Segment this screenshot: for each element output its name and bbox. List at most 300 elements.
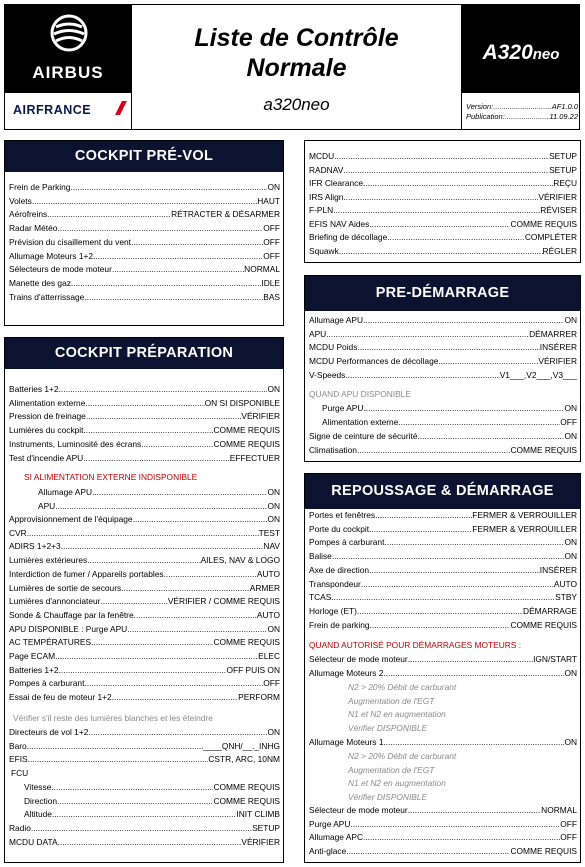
checklist-item: [9, 439, 280, 450]
aircraft-model-logo: [462, 5, 580, 93]
checklist-item: [9, 678, 280, 689]
dot-leader: [357, 606, 523, 617]
item-label: Alimentation externe: [9, 397, 86, 408]
dot-leader: [361, 579, 554, 590]
checklist-item: [9, 569, 280, 580]
dot-leader: [417, 431, 564, 442]
model-wordmark: A320neo: [482, 41, 560, 64]
item-label: Batteries 1+2: [9, 664, 59, 675]
item-label: Altitude: [24, 809, 52, 820]
item-label: Essai de feu de moteur 1+2: [9, 692, 112, 703]
item-value: COMPLÉTER: [524, 232, 577, 242]
section-title: REPOUSSAGE & DÉMARRAGE: [305, 474, 580, 509]
dot-leader: [27, 741, 203, 752]
item-label: Prévision du cisaillement du vent: [9, 236, 131, 247]
fcu-label: FCU: [11, 768, 29, 778]
item-label: Batteries 1+2: [9, 384, 59, 394]
checklist-item: [9, 209, 280, 220]
checklist-item: [9, 624, 280, 635]
dot-leader: [28, 754, 209, 765]
dot-leader: [52, 809, 236, 820]
item-value: ON: [564, 551, 577, 562]
item-value: INSÉRER: [539, 564, 577, 575]
item-label: Interdiction de fumer / Appareils portables: [9, 568, 164, 579]
checklist-item: [24, 796, 280, 807]
dot-leader: [134, 610, 257, 621]
checklist-item: [309, 832, 577, 843]
dot-leader: [70, 182, 267, 193]
dot-leader: [370, 620, 511, 631]
item-value: BAS: [263, 291, 280, 302]
item-label: Sélecteurs de mode moteur: [9, 264, 112, 275]
dot-leader: [141, 439, 213, 450]
section-title: COCKPIT PRÉ-VOL: [5, 141, 283, 172]
item-value: RÉTRACTER & DÉSARMER: [171, 209, 280, 220]
item-label: Volets: [9, 195, 32, 206]
checklist-item: [309, 165, 577, 176]
item-label: Aérofreins: [9, 209, 48, 220]
item-value: COMME REQUIS: [213, 795, 280, 806]
item-label: Lumières du cockpit: [9, 425, 84, 436]
checklist-item: [9, 837, 280, 848]
checklist-header: [4, 4, 580, 130]
dot-leader: [383, 737, 564, 748]
checklist-item: [9, 665, 280, 676]
airfrance-stripe-icon: [115, 101, 127, 115]
item-label: Balise: [309, 551, 332, 562]
dot-leader: [131, 237, 263, 248]
item-value: OFF PUIS ON: [226, 664, 280, 675]
item-label: Anti-glace: [309, 846, 347, 857]
item-value: AUTO: [553, 578, 577, 589]
section-repoussage-demarrage: [304, 473, 581, 863]
dot-leader: [92, 487, 267, 498]
item-label: MCDU: [309, 151, 335, 161]
item-label: Transpondeur: [309, 578, 361, 589]
item-label: Portes et fenêtres: [309, 510, 376, 520]
checklist-item: [9, 292, 280, 303]
item-label: IFR Clearance: [309, 178, 363, 188]
dot-leader: [363, 403, 564, 414]
section-cockpit-preparation: [4, 337, 284, 863]
checklist-item: [309, 192, 577, 203]
checklist-item: [9, 528, 280, 539]
checklist-item: [9, 384, 280, 395]
dot-leader: [408, 805, 541, 816]
dot-leader: [345, 370, 499, 381]
item-label: Lumières extérieures: [9, 555, 88, 566]
checklist-item: [309, 668, 577, 679]
item-label: Climatisation: [309, 444, 357, 455]
item-value: DÉMARRER: [529, 328, 577, 339]
item-value: ON: [267, 514, 280, 524]
checklist-item: [309, 370, 577, 381]
item-label: Porte du cockpit: [309, 523, 370, 534]
item-value: SETUP: [549, 151, 577, 161]
item-label: CVR: [9, 527, 27, 538]
item-label: Pompes à carburant: [9, 678, 85, 689]
checklist-item: [309, 846, 577, 857]
dot-leader: [83, 453, 230, 464]
item-label: MCDU Performances de décollage: [309, 356, 439, 367]
engine-start-note: N1 et N2 en augmentation: [348, 778, 446, 789]
item-value: INIT CLIMB: [236, 809, 280, 820]
item-value: HAUT: [257, 195, 280, 206]
dot-leader: [408, 654, 533, 665]
dot-leader: [363, 315, 564, 326]
dot-leader: [58, 837, 242, 848]
item-label: Sonde & Chauffage par la fenêtre: [9, 609, 134, 620]
item-value: COMME REQUIS: [213, 782, 280, 792]
dot-leader: [326, 329, 529, 340]
item-value: ON: [267, 623, 280, 634]
item-value: OFF: [263, 223, 280, 234]
section-cockpit-pre-vol: [4, 140, 284, 326]
checklist-item: [309, 151, 577, 162]
checklist-item: [309, 606, 577, 617]
item-label: Signe de ceinture de sécurité: [309, 431, 418, 441]
dot-leader: [363, 178, 553, 189]
document-subtitle: a320neo: [263, 95, 330, 114]
item-label: EFIS: [9, 754, 28, 765]
section-title: COCKPIT PRÉPARATION: [5, 338, 283, 369]
item-value: OFF: [560, 416, 577, 427]
item-label: Test d'incendie APU: [9, 452, 84, 463]
checklist-item: [24, 782, 280, 793]
checklist-item: [9, 264, 280, 275]
item-value: STBY: [555, 592, 577, 603]
dot-leader: [127, 624, 267, 635]
item-value: ON: [564, 403, 577, 413]
section-title: PRE-DÉMARRAGE: [305, 276, 580, 311]
checklist-item: [9, 610, 280, 621]
item-label: RADNAV: [309, 164, 344, 175]
section-pre-demarrage: [304, 275, 581, 462]
checklist-item: [9, 425, 280, 436]
dot-leader: [83, 425, 213, 436]
item-value: VÉRIFIER: [241, 836, 280, 847]
engine-start-note: Vérifier DISPONIBLE: [348, 792, 428, 803]
item-value: RÉGLER: [542, 245, 577, 256]
checklist-item: [38, 487, 280, 498]
condition-label: QUAND APU DISPONIBLE: [309, 389, 411, 399]
checklist-item: [309, 524, 577, 535]
item-value: VÉRIFIER: [538, 356, 577, 367]
item-value: IDLE: [261, 277, 280, 288]
checklist-item: [309, 219, 577, 230]
item-value: FERMER & VERROUILLER: [472, 523, 577, 534]
dot-leader: [27, 528, 259, 539]
engine-start-note: N2 > 20% Débit de carburant: [348, 751, 457, 761]
dot-leader: [57, 223, 263, 234]
item-label: Axe de direction: [309, 564, 370, 575]
checklist-item: [9, 555, 280, 566]
checklist-item: [9, 398, 280, 409]
item-label: F-PLN: [309, 205, 334, 215]
item-label: Allumage APC: [309, 832, 363, 843]
item-label: MCDU DATA: [9, 836, 58, 847]
airbus-logo: [5, 5, 131, 93]
item-value: NORMAL: [244, 264, 280, 275]
checklist-item: [309, 356, 577, 367]
dot-leader: [55, 651, 258, 662]
item-value: AUTO: [256, 609, 280, 620]
dot-leader: [85, 398, 204, 409]
item-label: Lumières de sortie de secours: [9, 582, 122, 593]
item-value: FERMER & VERROUILLER: [472, 510, 577, 520]
checklist-item: [9, 223, 280, 234]
dot-leader: [334, 151, 549, 162]
dot-leader: [333, 205, 540, 216]
item-label: Frein de Parking: [9, 182, 71, 192]
item-label: Briefing de décollage: [309, 232, 388, 242]
dot-leader: [59, 665, 227, 676]
item-label: Purge APU: [309, 818, 351, 829]
item-value: OFF: [263, 250, 280, 261]
item-label: Trains d'atterrissage: [9, 291, 85, 302]
item-label: TCAS: [309, 592, 332, 603]
dot-leader: [438, 356, 538, 367]
checklist-item: [9, 727, 280, 738]
item-value: ____QNH/__._INHG: [203, 740, 280, 751]
checklist-item: [309, 178, 577, 189]
item-value: ON: [564, 315, 577, 325]
dot-leader: [88, 727, 267, 738]
item-label: IRS Align: [309, 191, 344, 202]
item-label: Manette des gaz: [9, 277, 71, 288]
checklist-item: [9, 651, 280, 662]
checklist-item: [9, 411, 280, 422]
dot-leader: [357, 342, 539, 353]
checklist-item: [9, 541, 280, 552]
item-value: IGN/START: [533, 654, 577, 664]
item-value: TEST: [258, 527, 280, 538]
item-value: V1___,V2___,V3___: [499, 369, 577, 380]
checklist-item: [309, 431, 577, 442]
item-value: VÉRIFIER / COMME REQUIS: [167, 596, 280, 607]
dot-leader: [383, 668, 564, 679]
item-value: ARMER: [249, 582, 280, 593]
airfrance-wordmark: AIRFRANCE: [13, 103, 92, 117]
checklist-item: [322, 403, 577, 414]
dot-leader: [57, 796, 213, 807]
item-label: Direction: [24, 795, 58, 806]
item-label: Pression de freinage: [9, 411, 86, 422]
item-value: NORMAL: [541, 805, 577, 815]
item-label: Radio: [9, 823, 31, 833]
checklist-item: [309, 551, 577, 562]
item-value: ON: [564, 537, 577, 548]
item-label: Squawk: [309, 245, 339, 256]
dot-leader: [343, 165, 549, 176]
item-value: ON: [564, 431, 577, 441]
engine-start-note: Vérifier DISPONIBLE: [348, 723, 428, 734]
item-label: Allumage APU: [309, 315, 363, 325]
item-value: NAV: [263, 541, 280, 552]
airfrance-logo: [5, 93, 131, 129]
checklist-item: [309, 819, 577, 830]
checklist-item: [9, 692, 280, 703]
item-value: COMME REQUIS: [510, 846, 577, 857]
checklist-item: [309, 510, 577, 521]
item-value: REÇU: [553, 178, 577, 188]
dot-leader: [332, 551, 565, 562]
dot-leader: [387, 232, 525, 243]
dot-leader: [121, 583, 250, 594]
item-label: Directeurs de vol 1+2: [9, 727, 89, 737]
checklist-item: [9, 741, 280, 752]
dot-leader: [369, 524, 472, 535]
instruction-note: Vérifier s'il reste des lumières blanches et les éteindre: [13, 713, 213, 723]
dot-leader: [86, 411, 242, 422]
dot-leader: [331, 592, 555, 603]
item-value: COMME REQUIS: [213, 637, 280, 648]
version-info: Version: ..... AF1.0.0 Publication: ..... 11.09.22: [466, 102, 578, 122]
item-value: EFFECTUER: [229, 452, 280, 463]
checklist-item: [9, 251, 280, 262]
checklist-item: [309, 232, 577, 243]
item-value: ON: [267, 487, 280, 497]
item-label: Instruments, Luminosité des écrans: [9, 438, 142, 449]
item-label: Vitesse: [24, 782, 52, 792]
dot-leader: [346, 846, 510, 857]
item-label: Allumage Moteurs 1: [309, 737, 384, 747]
section-flight-setup: [304, 140, 581, 263]
item-value: ON: [267, 182, 280, 192]
checklist-item: [9, 514, 280, 525]
item-value: VÉRIFIER: [538, 191, 577, 202]
item-label: Sélecteur de mode moteur: [309, 654, 408, 664]
item-label: APU: [38, 500, 56, 511]
item-label: ADIRS 1+2+3: [9, 541, 61, 552]
item-value: PERFORM: [238, 692, 280, 703]
item-value: ON: [267, 727, 280, 737]
dot-leader: [339, 246, 543, 257]
item-label: Allumage Moteurs 2: [309, 667, 384, 678]
item-label: AC TEMPÉRATURES: [9, 637, 92, 648]
item-label: MCDU Poids: [309, 342, 358, 353]
dot-leader: [93, 251, 263, 262]
item-value: RÉVISER: [540, 205, 577, 215]
dot-leader: [47, 209, 171, 220]
item-value: ON: [267, 500, 280, 511]
checklist-item: [309, 329, 577, 340]
condition-label: QUAND AUTORISÉ POUR DÉMARRAGES MOTEURS :: [309, 640, 522, 650]
dot-leader: [112, 264, 244, 275]
item-label: V-Speeds: [309, 369, 346, 380]
checklist-item: [309, 246, 577, 257]
checklist-item: [9, 754, 280, 765]
checklist-item: [9, 453, 280, 464]
item-value: OFF: [560, 832, 577, 843]
dot-leader: [100, 596, 167, 607]
dot-leader: [84, 678, 263, 689]
item-value: ON: [564, 737, 577, 747]
checklist-item: [309, 592, 577, 603]
checklist-item: [309, 445, 577, 456]
item-value: ON: [564, 667, 577, 678]
checklist-item: [309, 620, 577, 631]
checklist-item: [322, 417, 577, 428]
dot-leader: [59, 384, 268, 395]
item-value: COMME REQUIS: [213, 438, 280, 449]
dot-leader: [369, 565, 540, 576]
dot-leader: [363, 832, 560, 843]
item-value: COMME REQUIS: [510, 619, 577, 630]
dot-leader: [112, 692, 238, 703]
item-value: SETUP: [252, 823, 280, 833]
item-value: AILES, NAV & LOGO: [200, 555, 280, 566]
checklist-item: [309, 205, 577, 216]
dot-leader: [51, 782, 213, 793]
checklist-item: [9, 182, 280, 193]
checklist-item: [309, 537, 577, 548]
item-value: COMME REQUIS: [213, 425, 280, 436]
checklist-item: [9, 196, 280, 207]
dot-leader: [369, 219, 510, 230]
checklist-item: [9, 583, 280, 594]
item-label: Radar Météo: [9, 223, 58, 234]
dot-leader: [343, 192, 538, 203]
checklist-item: [309, 654, 577, 665]
condition-label: SI ALIMENTATION EXTERNE INDISPONIBLE: [24, 472, 198, 482]
dot-leader: [133, 514, 268, 525]
dot-leader: [164, 569, 257, 580]
item-label: Alimentation externe: [322, 416, 399, 427]
item-label: Allumage APU: [38, 487, 92, 497]
item-value: COMME REQUIS: [510, 218, 577, 229]
checklist-item: [9, 596, 280, 607]
item-value: OFF: [263, 678, 280, 689]
checklist-item: [309, 579, 577, 590]
item-label: Approvisionnement de l'équipage: [9, 514, 133, 524]
dot-leader: [32, 196, 257, 207]
item-value: AUTO: [256, 568, 280, 579]
dot-leader: [71, 278, 261, 289]
dot-leader: [350, 819, 560, 830]
item-label: Sélecteur de mode moteur: [309, 805, 408, 815]
checklist-item: [9, 823, 280, 834]
checklist-item: [309, 565, 577, 576]
checklist-item: [9, 278, 280, 289]
dot-leader: [384, 537, 564, 548]
dot-leader: [31, 823, 252, 834]
checklist-item: [38, 501, 280, 512]
item-label: Pompes à carburant: [309, 537, 385, 548]
item-value: ELEC: [258, 651, 280, 661]
item-label: Baro: [9, 740, 27, 751]
engine-start-note: Augmentation de l'EGT: [348, 764, 435, 775]
item-value: VÉRIFIER: [241, 411, 280, 422]
dot-leader: [357, 445, 511, 456]
document-title: Liste de Contrôle Normale: [194, 24, 399, 82]
checklist-item: [9, 637, 280, 648]
item-label: Frein de parking: [309, 619, 370, 630]
dot-leader: [87, 555, 200, 566]
engine-start-note: N1 et N2 en augmentation: [348, 709, 446, 720]
dot-leader: [375, 510, 472, 521]
checklist-item: [24, 809, 280, 820]
item-value: COMME REQUIS: [510, 444, 577, 455]
engine-start-note: Augmentation de l'EGT: [348, 695, 435, 706]
item-value: DÉMARRAGE: [523, 605, 577, 616]
dot-leader: [55, 501, 267, 512]
dot-leader: [84, 292, 263, 303]
airbus-wordmark: AIRBUS: [32, 63, 104, 82]
item-label: Horloge (ET): [309, 605, 357, 616]
item-label: APU: [309, 328, 327, 339]
dot-leader: [398, 417, 560, 428]
